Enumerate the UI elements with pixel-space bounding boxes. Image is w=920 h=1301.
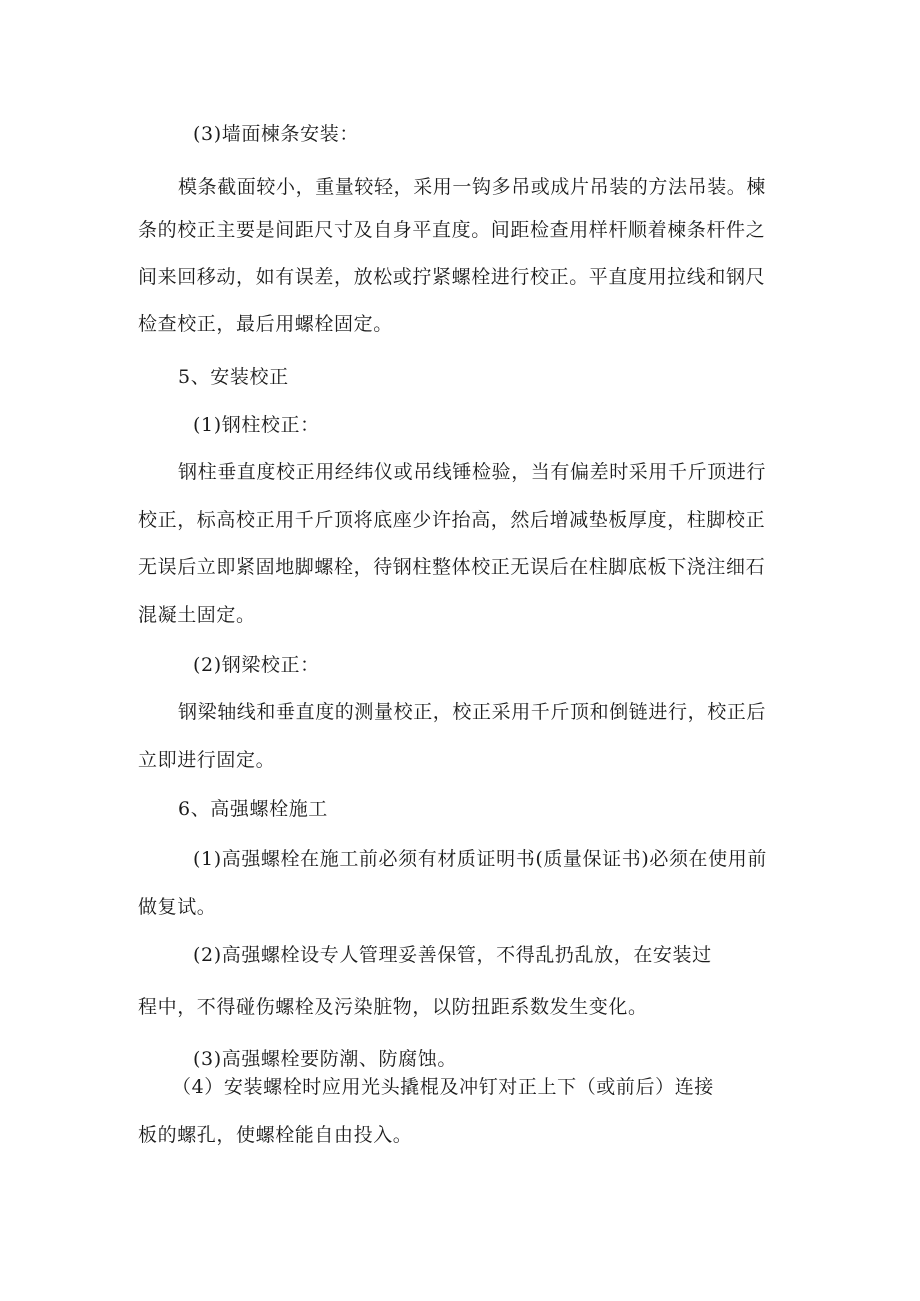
section-heading-high-strength-bolt: 6、高强螺栓施工 [178,798,328,820]
section-heading-install-correction: 5、安装校正 [178,366,289,388]
paragraph-line: （4）安装螺栓时应用光头撬棍及冲钉对正上下（或前后）连接 [172,1076,714,1098]
subheading-steel-beam-correction: (2)钢梁校正： [193,654,320,676]
paragraph-line: (3)高强螺栓要防潮、防腐蚀。 [193,1048,457,1070]
paragraph-line: 混凝土固定。 [138,604,256,626]
paragraph-line: 板的螺孔，使螺栓能自由投入。 [138,1124,413,1146]
subheading-wall-purlin-install: (3)墙面楝条安装： [193,123,359,145]
paragraph-line: 间来回移动，如有误差，放松或拧紧螺栓进行校正。平直度用拉线和钢尺 [138,266,766,288]
paragraph-line: 模条截面较小，重量较轻，采用一钩多吊或成片吊装的方法吊装。楝 [178,176,767,198]
subheading-steel-column-correction: (1)钢柱校正： [193,414,320,436]
paragraph-line: 钢梁轴线和垂直度的测量校正，校正采用千斤顶和倒链进行，校正后 [178,701,767,723]
paragraph-line: 立即进行固定。 [138,749,276,771]
paragraph-line: 校正，标高校正用千斤顶将底座少许抬高，然后增减垫板厚度，柱脚校正 [138,509,766,531]
paragraph-line: 做复试。 [138,896,217,918]
paragraph-line: 条的校正主要是间距尺寸及自身平直度。间距检查用样杆顺着楝条杆件之 [138,219,766,241]
paragraph-line: 检查校正，最后用螺栓固定。 [138,313,393,335]
paragraph-line: 程中，不得碰伤螺栓及污染脏物，以防扭距系数发生变化。 [138,996,648,1018]
paragraph-line: (2)高强螺栓设专人管理妥善保管，不得乱扔乱放，在安装过 [193,944,712,966]
paragraph-line: 钢柱垂直度校正用经纬仪或吊线锤检验，当有偏差时采用千斤顶进行 [178,461,767,483]
paragraph-line: 无误后立即紧固地脚螺栓，待钢柱整体校正无误后在柱脚底板下浇注细石 [138,556,766,578]
paragraph-line: (1)高强螺栓在施工前必须有材质证明书(质量保证书)必须在使用前 [193,848,767,870]
